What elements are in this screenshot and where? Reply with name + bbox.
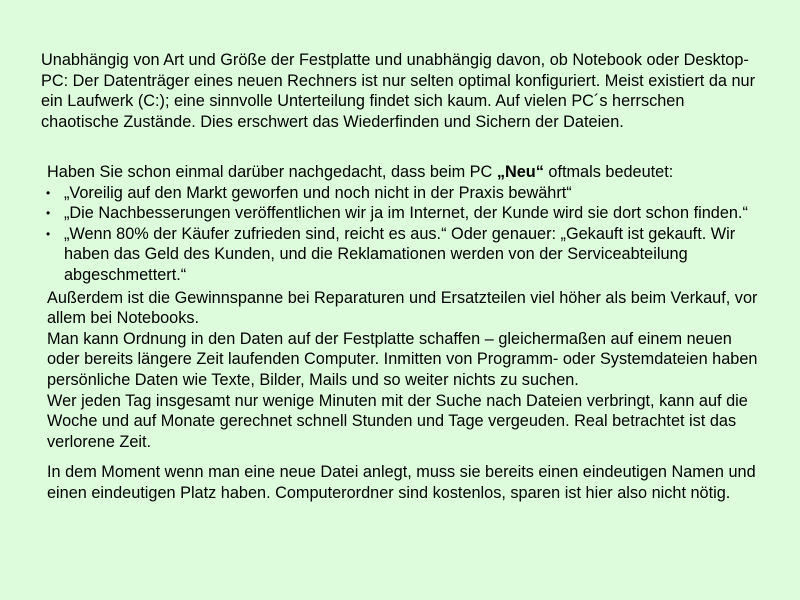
question-text-start: Haben Sie schon einmal darüber nachgedacht, dass beim PC (47, 163, 497, 181)
question-emphasis: „Neu“ (496, 163, 544, 181)
bullet-text: „Voreilig auf den Markt geworfen und noch nicht in der Praxis bewährt“ (64, 183, 572, 202)
time-paragraph: Wer jeden Tag insgesamt nur wenige Minuten mit der Suche nach Dateien verbringt, kann auf die Woche und auf Monate gerechnet schnell Stunden und Tage vergeuden. Real betrachtet ist das verlorene Zeit. (47, 391, 748, 451)
bullet-dot: • (46, 206, 51, 221)
bullet-list (47, 183, 767, 286)
body-block (47, 162, 767, 504)
bullet-dot: • (46, 185, 51, 200)
intro-paragraph: Unabhängig von Art und Größe der Festplatte und unabhängig davon, ob Notebook oder Desktop-PC: Der Datenträger eines neuen Rechners ist nur selten optimal konfiguriert. Meist existiert da nur ein Laufwerk (C:); eine sinnvolle Unterteilung findet sich kaum. Auf vielen PC´s herrschen chaotische Zustände. Dies erschwert das Wiederfinden und Sichern der Dateien. (41, 51, 755, 131)
question-paragraph (47, 162, 767, 183)
question-text-end: oftmals bedeutet: (543, 163, 674, 181)
bullet-item (47, 203, 767, 224)
bullet-text: „Die Nachbesserungen veröffentlichen wir ja im Internet, der Kunde wird sie dort schon finden.“ (64, 204, 748, 223)
bullet-text: „Wenn 80% der Käufer zufrieden sind, reicht es aus.“ Oder genauer: „Gekauft ist gekauft. Wir haben das Geld des Kunden, und die Reklamationen werden von der Serviceabteilung abgeschmettert.“ (64, 224, 736, 284)
bullet-dot: • (46, 226, 51, 241)
bullet-item (47, 224, 767, 286)
margin-paragraph: Außerdem ist die Gewinnspanne bei Reparaturen und Ersatzteilen viel höher als beim Verkauf, vor allem bei Notebooks. (47, 288, 758, 328)
naming-paragraph: In dem Moment wenn man eine neue Datei anlegt, muss sie bereits einen eindeutigen Namen und einen eindeutigen Platz haben. Computerordner sind kostenlos, sparen ist hier also nicht nötig. (47, 463, 756, 502)
order-paragraph: Man kann Ordnung in den Daten auf der Festplatte schaffen – gleichermaßen auf einem neuen oder bereits längere Zeit laufenden Computer. Inmitten von Programm- oder Systemdateien haben persönliche Daten wie Texte, Bilder, Mails und so weiter nichts zu suchen. (47, 329, 758, 389)
bullet-item (47, 183, 767, 204)
